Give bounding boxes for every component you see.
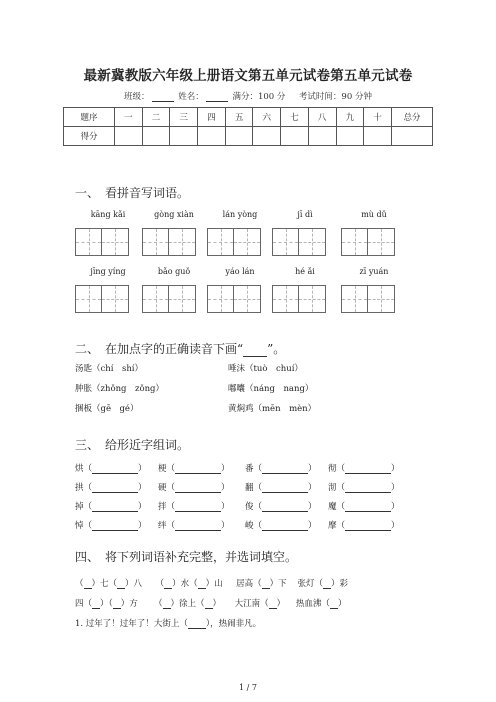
underline-sample (243, 347, 267, 357)
paren-open: （ (166, 483, 176, 493)
paren-close: ） (391, 464, 400, 474)
pinyin-label: lán yòng (222, 210, 258, 219)
paren-open: （ (253, 502, 263, 512)
writing-grid[interactable] (75, 285, 129, 313)
idiom-blank[interactable] (164, 579, 172, 589)
idiom-blank[interactable] (84, 579, 92, 589)
paren-close: ） (391, 502, 400, 512)
answer-blank[interactable] (175, 502, 221, 512)
idiom-text: ）水（ (172, 579, 198, 589)
similar-char-item (75, 481, 147, 493)
question-text: ），热闹非凡。 (205, 619, 262, 629)
idiom-text: 大江南（ (234, 599, 269, 609)
similar-char: 魔 (328, 502, 337, 512)
similar-char: 绊 (158, 521, 167, 531)
similar-char-item (158, 519, 230, 531)
idiom-text: 居高（ (236, 579, 262, 589)
question-text: 1. 过年了！过年了！大街上（ (75, 619, 188, 629)
idiom-blank[interactable] (205, 599, 213, 609)
page-number: 1 / 7 (239, 683, 257, 692)
idiom-line-1 (75, 577, 348, 589)
score-cell[interactable] (308, 127, 336, 146)
similar-char: 悼 (75, 521, 84, 531)
section4-heading: 四、 将下列词语补充完整，并选词填空。 (75, 550, 298, 564)
writing-grid[interactable] (75, 228, 129, 256)
exam-time: 考试时间：90 分钟 (298, 92, 372, 102)
fill-question-1 (75, 617, 261, 629)
header-cell: 九 (336, 108, 364, 127)
idiom-text: 四（ (75, 599, 93, 609)
score-cell[interactable] (115, 127, 143, 146)
answer-blank[interactable] (345, 502, 391, 512)
row-label: 得分 (64, 127, 115, 146)
paren-open: （ (166, 464, 176, 474)
paren-open: （ (336, 502, 346, 512)
writing-grid[interactable] (142, 285, 196, 313)
idiom-line-2 (75, 597, 346, 609)
writing-grid[interactable] (207, 285, 261, 313)
idiom-text: ）八 (125, 579, 143, 589)
similar-char-item (158, 481, 230, 493)
score-cell[interactable] (281, 127, 309, 146)
similar-char-item (328, 481, 400, 493)
idiom-text: ） (212, 599, 222, 609)
header-cell: 四 (198, 108, 226, 127)
writing-grid[interactable] (341, 228, 395, 256)
name-blank[interactable] (206, 92, 228, 102)
header-cell: 六 (253, 108, 281, 127)
pronunciation-item[interactable]: 黄焖鸡（mēn mèn） (228, 404, 317, 414)
idiom-text: ）徐上（ (170, 599, 205, 609)
similar-char-item (158, 462, 230, 474)
idiom-text: ）下 (269, 579, 287, 589)
answer-blank[interactable] (92, 483, 138, 493)
pinyin-label: jīng yíng (90, 267, 126, 276)
writing-grid[interactable] (341, 285, 395, 313)
similar-char: 掉 (75, 502, 84, 512)
answer-blank[interactable] (175, 483, 221, 493)
score-cell[interactable] (364, 127, 392, 146)
writing-grid[interactable] (272, 285, 326, 313)
similar-char-item (245, 519, 317, 531)
similar-char-item (75, 500, 147, 512)
score-cell[interactable] (336, 127, 364, 146)
answer-blank[interactable] (262, 483, 308, 493)
full-score: 满分：100 分 (232, 92, 286, 102)
pinyin-label: hé ǎi (295, 267, 315, 276)
idiom-text: ）山 (205, 579, 223, 589)
paren-close: ） (138, 464, 147, 474)
pronunciation-item[interactable]: 唾沫（tuò chuí） (228, 364, 303, 374)
idiom-blank[interactable] (113, 599, 121, 609)
writing-grid[interactable] (272, 228, 326, 256)
idiom-text: ）彩 (330, 579, 348, 589)
idiom-text: ）七（ (91, 579, 118, 589)
writing-grid[interactable] (142, 228, 196, 256)
paren-close: ） (308, 521, 317, 531)
pronunciation-item[interactable]: 汤匙（chí shí） (75, 364, 144, 374)
header-cell: 七 (281, 108, 309, 127)
pinyin-label: kāng kǎi (90, 210, 126, 219)
header-cell: 八 (308, 108, 336, 127)
idiom-blank[interactable] (262, 579, 270, 589)
writing-grid[interactable] (207, 228, 261, 256)
section3-heading: 三、 给形近字组词。 (75, 438, 190, 452)
idiom-text: 热血沸（ (295, 599, 330, 609)
answer-blank[interactable] (345, 464, 391, 474)
idiom-text: ） (276, 599, 286, 609)
answer-blank[interactable] (262, 464, 308, 474)
answer-blank[interactable] (262, 521, 308, 531)
answer-blank[interactable] (175, 521, 221, 531)
similar-char-item (75, 519, 147, 531)
idiom-blank[interactable] (269, 599, 277, 609)
similar-char: 摩 (328, 521, 337, 531)
idiom-text: ）（ (100, 599, 113, 609)
paren-open: （ (336, 483, 346, 493)
pinyin-label: jī dì (297, 210, 313, 219)
paren-close: ） (391, 483, 400, 493)
score-table-row (64, 127, 433, 146)
idiom-blank[interactable] (323, 579, 331, 589)
paren-open: （ (336, 464, 346, 474)
paren-open: （ (83, 521, 93, 531)
similar-char: 番 (245, 464, 254, 474)
pinyin-label: mù dǔ (361, 210, 387, 219)
idiom-text: ） (337, 599, 347, 609)
similar-char: 梗 (158, 464, 167, 474)
paren-open: （ (166, 502, 176, 512)
similar-char: 烘 (75, 464, 84, 474)
idiom-text: ）方 (120, 599, 138, 609)
answer-blank[interactable] (92, 464, 138, 474)
similar-char: 俊 (245, 502, 254, 512)
pronunciation-item[interactable]: 嘟囔（náng nang） (228, 384, 314, 394)
paren-open: （ (253, 464, 263, 474)
paren-open: （ (83, 502, 93, 512)
similar-char-item (245, 500, 317, 512)
score-cell[interactable] (198, 127, 226, 146)
pinyin-label: gòng xiàn (154, 210, 194, 219)
pinyin-label: yáo lán (225, 267, 255, 276)
idiom-blank[interactable] (198, 579, 206, 589)
score-cell[interactable] (170, 127, 198, 146)
similar-char: 拌 (158, 502, 167, 512)
answer-blank[interactable] (175, 464, 221, 474)
paren-close: ） (221, 502, 230, 512)
paren-open: （ (83, 483, 93, 493)
answer-blank[interactable] (92, 502, 138, 512)
section1-heading: 一、 看拼音写词语。 (75, 186, 190, 200)
similar-char-item (328, 462, 400, 474)
paren-close: ） (221, 521, 230, 531)
similar-char: 峻 (245, 521, 254, 531)
section2-heading-text: 二、 在加点字的正确读音下画“ (75, 342, 244, 356)
idiom-blank[interactable] (163, 599, 171, 609)
header-cell: 十 (364, 108, 392, 127)
paren-open: （ (336, 521, 346, 531)
similar-char-item (328, 500, 400, 512)
class-blank[interactable] (152, 92, 174, 102)
similar-char: 硬 (158, 483, 167, 493)
idiom-blank[interactable] (330, 599, 338, 609)
page-title: 最新冀教版六年级上册语文第五单元试卷第五单元试卷 (83, 68, 413, 84)
section2-heading (75, 340, 285, 357)
paren-close: ） (308, 464, 317, 474)
similar-char-item (245, 462, 317, 474)
paren-close: ） (308, 483, 317, 493)
answer-blank[interactable] (92, 521, 138, 531)
paren-close: ） (308, 502, 317, 512)
score-table-header (64, 108, 433, 127)
paren-close: ） (138, 521, 147, 531)
similar-char: 彻 (328, 464, 337, 474)
score-cell[interactable] (392, 127, 433, 146)
idiom-text: （ (75, 579, 84, 589)
idiom-text: （ (154, 599, 163, 609)
paren-open: （ (83, 464, 93, 474)
header-cell: 总分 (392, 108, 433, 127)
exam-info (0, 90, 496, 102)
paren-open: （ (166, 521, 176, 531)
pinyin-label: bǎo guǒ (157, 267, 191, 276)
paren-close: ） (221, 483, 230, 493)
header-cell: 一 (115, 108, 143, 127)
header-cell: 五 (225, 108, 253, 127)
score-cell[interactable] (253, 127, 281, 146)
similar-char-item (75, 462, 147, 474)
paren-open: （ (253, 483, 263, 493)
idiom-text: （ (155, 579, 165, 589)
header-cell: 三 (170, 108, 198, 127)
answer-blank[interactable] (345, 521, 391, 531)
name-label: 姓名： (178, 92, 204, 102)
pronunciation-item[interactable]: 肿胀（zhǒng zǒng） (75, 384, 164, 394)
idiom-text: 张灯（ (297, 579, 323, 589)
score-cell[interactable] (142, 127, 170, 146)
idiom-blank[interactable] (92, 599, 100, 609)
paren-close: ） (221, 464, 230, 474)
pinyin-label: zī yuán (359, 267, 389, 276)
paren-open: （ (253, 521, 263, 531)
paren-close: ） (138, 502, 147, 512)
score-table (63, 107, 433, 146)
score-cell[interactable] (225, 127, 253, 146)
similar-char-item (328, 519, 400, 531)
answer-blank[interactable] (262, 502, 308, 512)
idiom-blank[interactable] (117, 579, 125, 589)
question-blank[interactable] (188, 619, 206, 629)
similar-char: 拱 (75, 483, 84, 493)
header-cell: 题序 (64, 108, 115, 127)
answer-blank[interactable] (345, 483, 391, 493)
similar-char-item (158, 500, 230, 512)
similar-char: 沏 (328, 483, 337, 493)
paren-close: ） (138, 483, 147, 493)
section2-heading-end: ”。 (267, 342, 286, 356)
pronunciation-item[interactable]: 捆板（gē gé） (75, 404, 139, 414)
header-cell: 二 (142, 108, 170, 127)
class-label: 班级： (124, 92, 150, 102)
similar-char: 翻 (245, 483, 254, 493)
paren-close: ） (391, 521, 400, 531)
similar-char-item (245, 481, 317, 493)
